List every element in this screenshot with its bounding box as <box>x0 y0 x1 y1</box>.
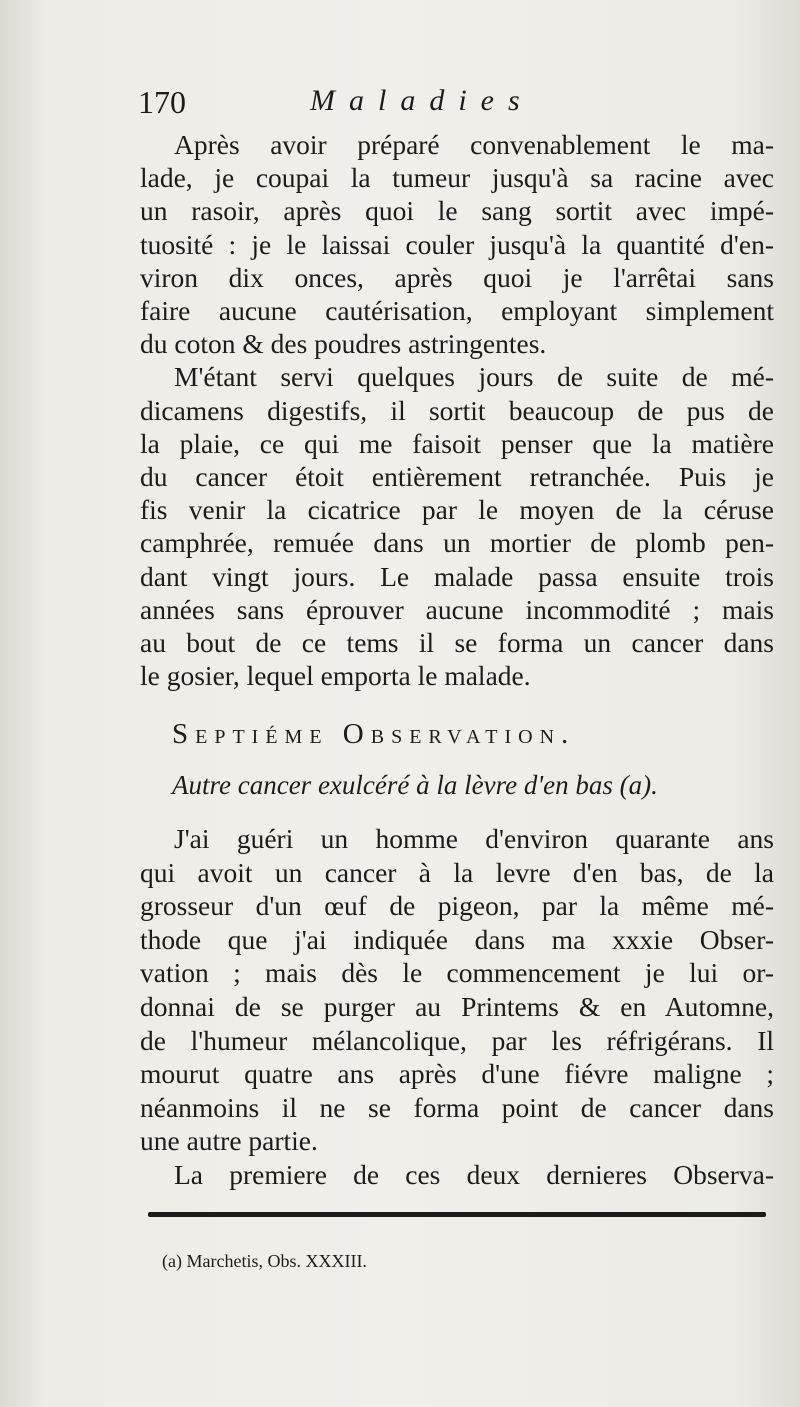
text-line: une autre partie. <box>140 1125 318 1157</box>
text-line: faire aucune cautérisation, employant simplement <box>140 295 774 327</box>
body-text-top <box>140 128 774 692</box>
text-line: néanmoins il ne se forma point de cancer dans <box>140 1091 774 1123</box>
section-subtitle: Autre cancer exulcéré à la lèvre d'en bas (a). <box>172 770 658 800</box>
text-line: tuosité : je le laissai couler jusqu'à la quantité d'en- <box>140 228 774 260</box>
text-line: la plaie, ce qui me faisoit penser que la matière <box>140 427 774 459</box>
text-line: Après avoir préparé convenablement le ma- <box>174 129 774 160</box>
running-head: Maladies <box>310 84 534 117</box>
text-line: de l'humeur mélancolique, par les réfrigérans. Il <box>140 1024 774 1056</box>
text-line: au bout de ce tems il se forma un cancer dans <box>140 627 774 659</box>
paragraph-2 <box>140 360 774 692</box>
paragraph-1 <box>140 128 774 360</box>
text-line: grosseur d'un œuf de pigeon, par la même mé- <box>140 890 774 922</box>
text-line: thode que j'ai indiquée dans ma xxxie Obser- <box>140 923 774 955</box>
text-line: J'ai guéri un homme d'environ quarante ans <box>174 823 774 854</box>
footnote-rule <box>148 1212 766 1217</box>
page-number: 170 <box>138 84 186 120</box>
section-title: Septiéme Observation. <box>172 718 576 750</box>
text-line: un rasoir, après quoi le sang sortit avec impé- <box>140 195 774 227</box>
paragraph-4 <box>140 1158 774 1192</box>
text-line: dicamens digestifs, il sortit beaucoup de pus de <box>140 394 774 426</box>
text-line: M'étant servi quelques jours de suite de mé- <box>174 361 774 393</box>
text-line: dant vingt jours. Le malade passa ensuite trois <box>140 560 774 592</box>
text-line: le gosier, lequel emporta le malade. <box>140 660 531 692</box>
text-line: qui avoit un cancer à la levre d'en bas, de la <box>140 856 774 888</box>
text-line: mourut quatre ans après d'une fiévre maligne ; <box>140 1058 774 1090</box>
text-line: donnai de se purger au Printems & en Automne, <box>140 990 774 1022</box>
text-line: années sans éprouver aucune incommodité ; mais <box>140 593 774 625</box>
footnote: (a) Marchetis, Obs. XXXIII. <box>162 1251 367 1271</box>
text-line: camphrée, remuée dans un mortier de plomb pen- <box>140 527 774 559</box>
text-line: viron dix onces, après quoi je l'arrêtai sans <box>140 261 774 293</box>
text-line: La premiere de ces deux dernieres Observa- <box>174 1158 774 1190</box>
text-line: du coton & des poudres astringentes. <box>140 328 547 360</box>
text-line: vation ; mais dès le commencement je lui or- <box>140 957 774 989</box>
text-line: lade, je coupai la tumeur jusqu'à sa racine avec <box>140 162 774 194</box>
page-header <box>138 80 778 124</box>
text-line: fis venir la cicatrice par le moyen de la céruse <box>140 494 774 526</box>
text-line: du cancer étoit entièrement retranchée. Puis je <box>140 461 774 493</box>
body-text-bottom <box>140 822 774 1192</box>
paragraph-3 <box>140 822 774 1158</box>
